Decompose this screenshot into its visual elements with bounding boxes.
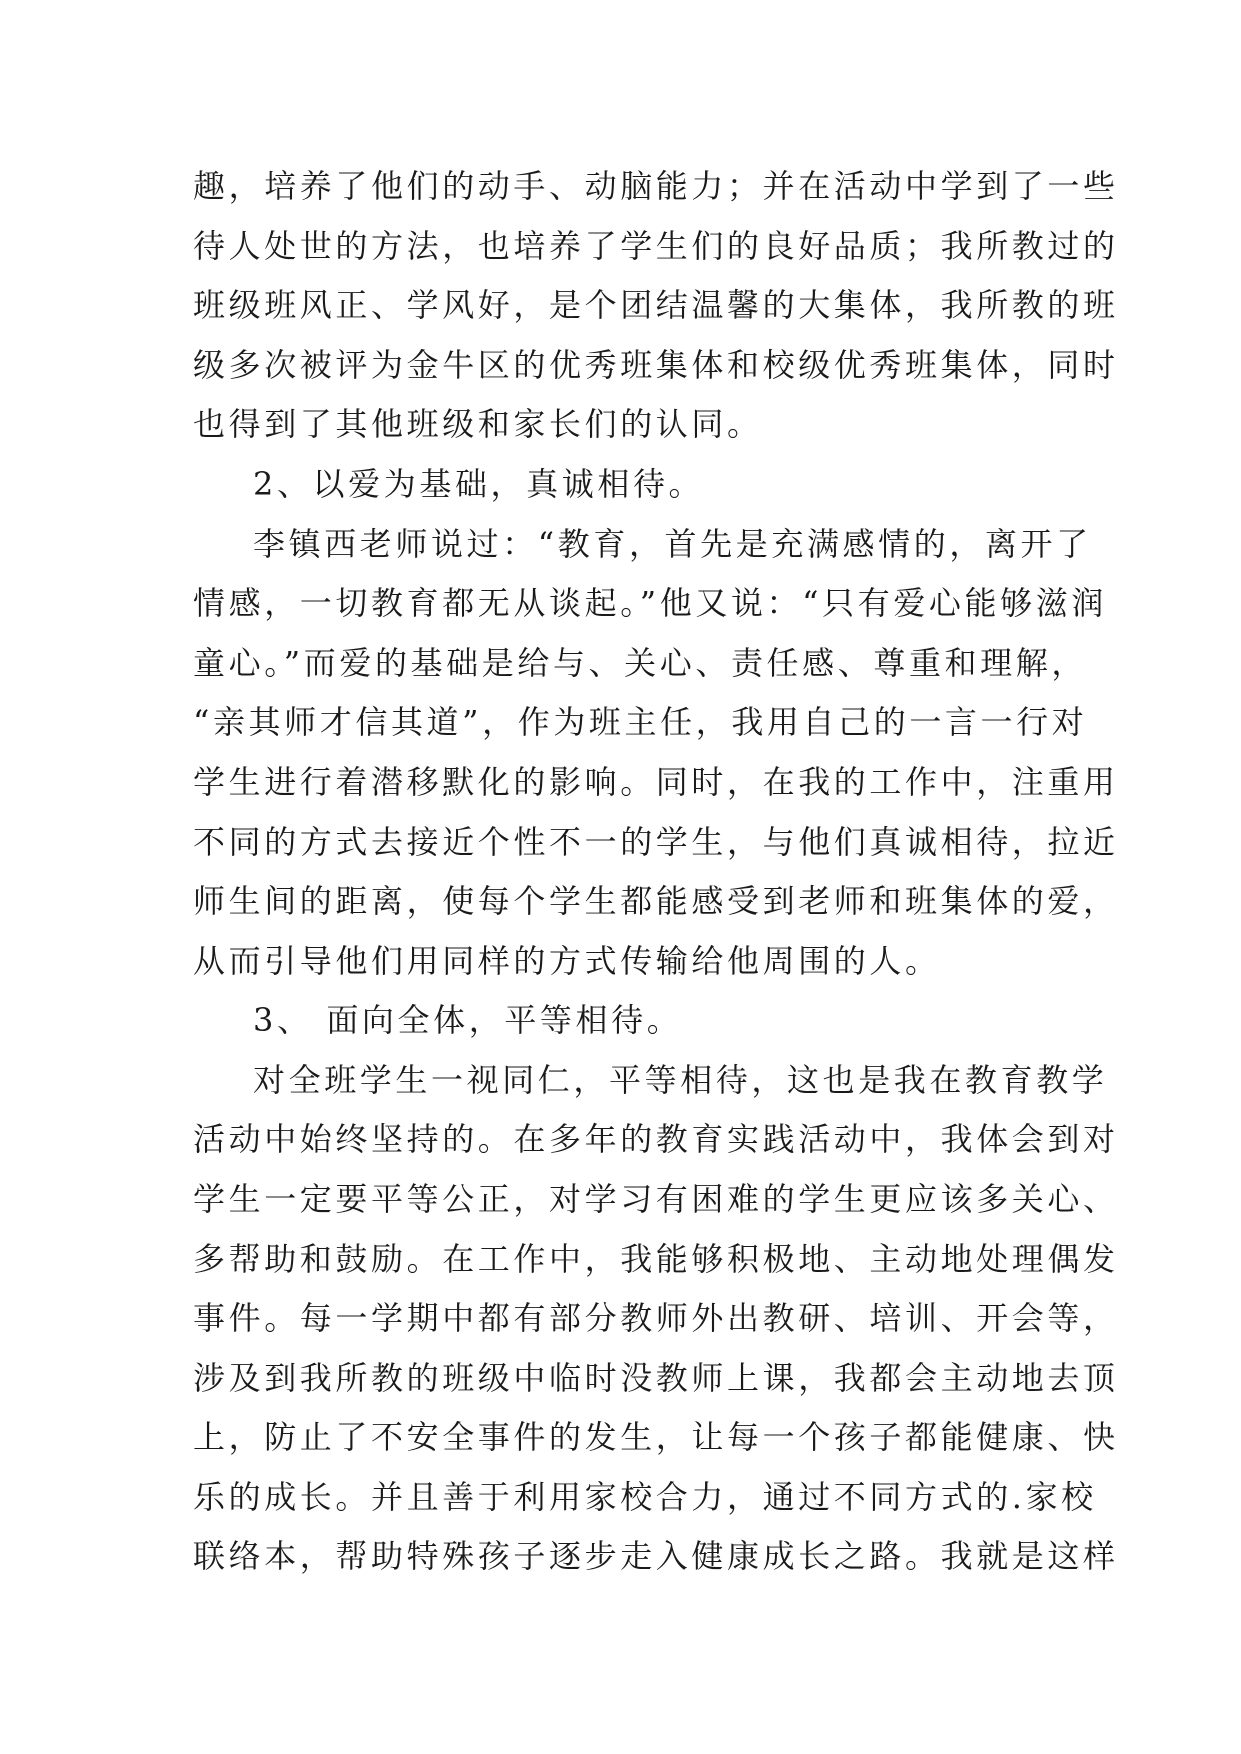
section-heading: 2、以爱为基础，真诚相待。 bbox=[253, 465, 705, 503]
text-line: 多帮助和鼓励。在工作中，我能够积极地、主动地处理偶发 bbox=[193, 1240, 1119, 1278]
text-line: 学生一定要平等公正，对学习有困难的学生更应该多关心、 bbox=[193, 1180, 1119, 1218]
section-heading: 3、 面向全体，平等相待。 bbox=[253, 1001, 683, 1039]
text-line: 学生进行着潜移默化的影响。同时，在我的工作中，注重用 bbox=[193, 763, 1119, 801]
text-line: 联络本，帮助特殊孩子逐步走入健康成长之路。我就是这样 bbox=[193, 1537, 1119, 1575]
text-line: 上，防止了不安全事件的发生，让每一个孩子都能健康、快 bbox=[193, 1418, 1119, 1456]
text-line: 班级班风正、学风好，是个团结温馨的大集体，我所教的班 bbox=[193, 286, 1119, 324]
text-line: 趣，培养了他们的动手、动脑能力；并在活动中学到了一些 bbox=[193, 167, 1119, 205]
text-line: 也得到了其他班级和家长们的认同。 bbox=[193, 405, 763, 443]
text-line: 童心。”而爱的基础是给与、关心、责任感、尊重和理解， bbox=[193, 644, 1087, 682]
text-line: 从而引导他们用同样的方式传输给他周围的人。 bbox=[193, 942, 941, 980]
text-line: 情感，一切教育都无从谈起。”他又说：“只有爱心能够滋润 bbox=[193, 584, 1107, 622]
text-line: 不同的方式去接近个性不一的学生，与他们真诚相待，拉近 bbox=[193, 823, 1119, 861]
text-line: 涉及到我所教的班级中临时没教师上课，我都会主动地去顶 bbox=[193, 1359, 1119, 1397]
text-line: 李镇西老师说过：“教育，首先是充满感情的，离开了 bbox=[253, 525, 1092, 563]
text-line: 活动中始终坚持的。在多年的教育实践活动中，我体会到对 bbox=[193, 1120, 1119, 1158]
text-line: 师生间的距离，使每个学生都能感受到老师和班集体的爱， bbox=[193, 882, 1119, 920]
text-line: 级多次被评为金牛区的优秀班集体和校级优秀班集体，同时 bbox=[193, 346, 1119, 384]
text-line: 事件。每一学期中都有部分教师外出教研、培训、开会等， bbox=[193, 1299, 1119, 1337]
text-line: “亲其师才信其道”，作为班主任，我用自己的一言一行对 bbox=[193, 703, 1088, 741]
text-line: 乐的成长。并且善于利用家校合力，通过不同方式的.家校 bbox=[193, 1478, 1097, 1516]
text-line: 待人处世的方法，也培养了学生们的良好品质；我所教过的 bbox=[193, 227, 1119, 265]
text-line: 对全班学生一视同仁，平等相待，这也是我在教育教学 bbox=[253, 1061, 1108, 1099]
